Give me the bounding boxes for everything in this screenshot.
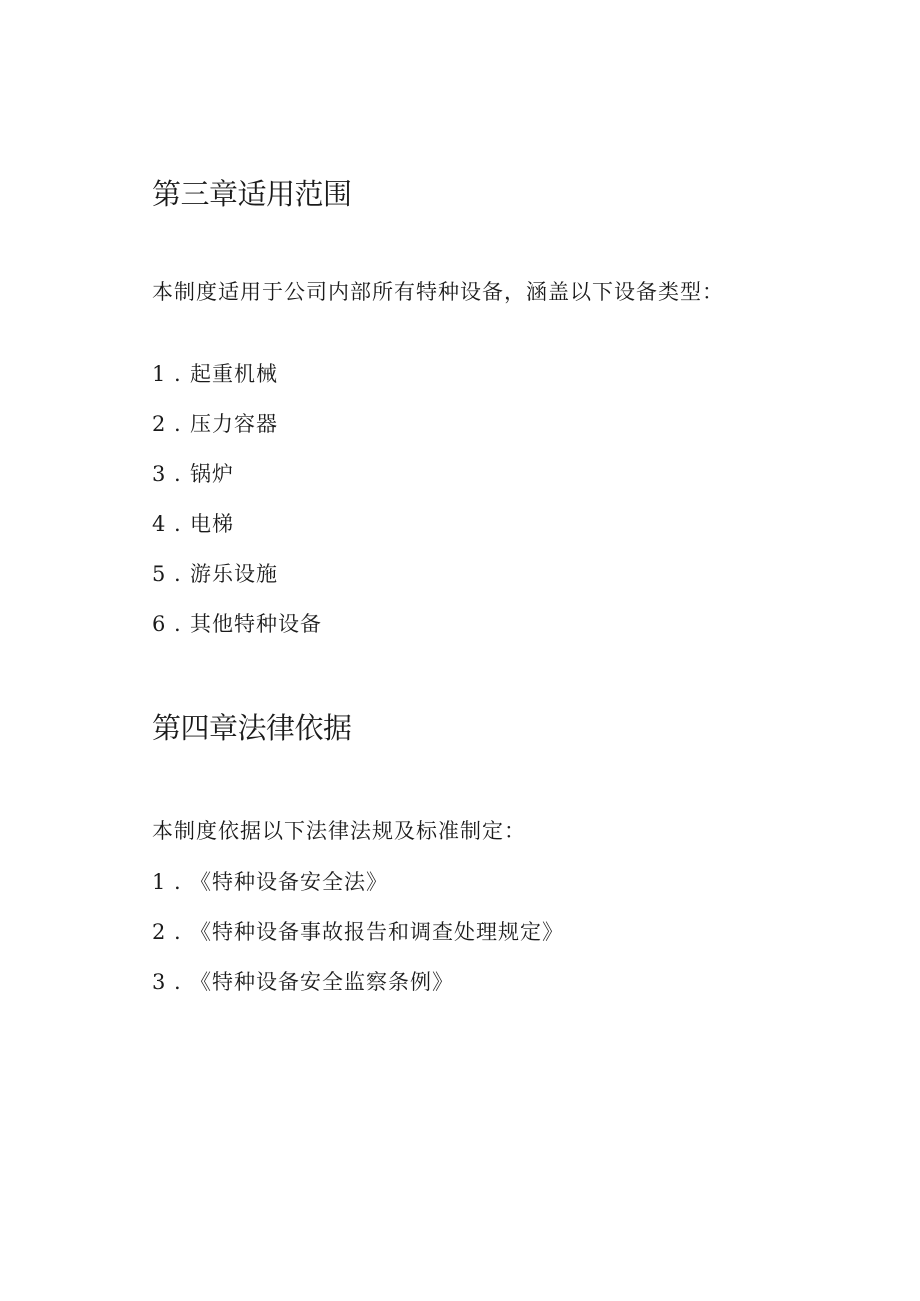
- list-item: [152, 361, 278, 387]
- list-item-number: 6: [152, 612, 166, 636]
- list-item-text: 其他特种设备: [190, 612, 322, 636]
- list-item-dot: .: [174, 362, 181, 386]
- list-item-number: 3: [152, 970, 166, 994]
- list-item-number: 2: [152, 412, 166, 436]
- list-item: [152, 461, 234, 487]
- list-item-number: 1: [152, 870, 166, 894]
- list-item-number: 2: [152, 920, 166, 944]
- list-item-text: 《特种设备事故报告和调查处理规定》: [190, 920, 564, 944]
- list-item-number: 4: [152, 512, 166, 536]
- chapter-3-intro: 本制度适用于公司内部所有特种设备，涵盖以下设备类型：: [152, 280, 724, 304]
- list-item-dot: .: [174, 562, 181, 586]
- list-item-dot: .: [174, 462, 181, 486]
- list-item-dot: .: [174, 870, 181, 894]
- list-item-text: 锅炉: [190, 462, 234, 486]
- list-item-dot: .: [174, 612, 181, 636]
- list-item: [152, 511, 234, 537]
- list-item-text: 《特种设备安全法》: [190, 870, 388, 894]
- list-item-text: 起重机械: [190, 362, 278, 386]
- list-item: [152, 561, 278, 587]
- list-item-number: 3: [152, 462, 166, 486]
- list-item-dot: .: [174, 512, 181, 536]
- list-item-dot: .: [174, 412, 181, 436]
- list-item-dot: .: [174, 920, 181, 944]
- list-item-number: 5: [152, 562, 166, 586]
- list-item-number: 1: [152, 362, 166, 386]
- list-item-text: 《特种设备安全监察条例》: [190, 970, 454, 994]
- list-item-text: 电梯: [190, 512, 234, 536]
- list-item-dot: .: [174, 970, 181, 994]
- list-item-text: 压力容器: [190, 412, 278, 436]
- chapter-3-heading: 第三章适用范围: [152, 177, 352, 211]
- list-item-text: 游乐设施: [190, 562, 278, 586]
- list-item: [152, 411, 278, 437]
- list-item: [152, 969, 454, 995]
- list-item: [152, 869, 388, 895]
- chapter-4-heading: 第四章法律依据: [152, 711, 352, 745]
- list-item: [152, 611, 322, 637]
- chapter-4-intro: 本制度依据以下法律法规及标准制定：: [152, 819, 526, 843]
- list-item: [152, 919, 564, 945]
